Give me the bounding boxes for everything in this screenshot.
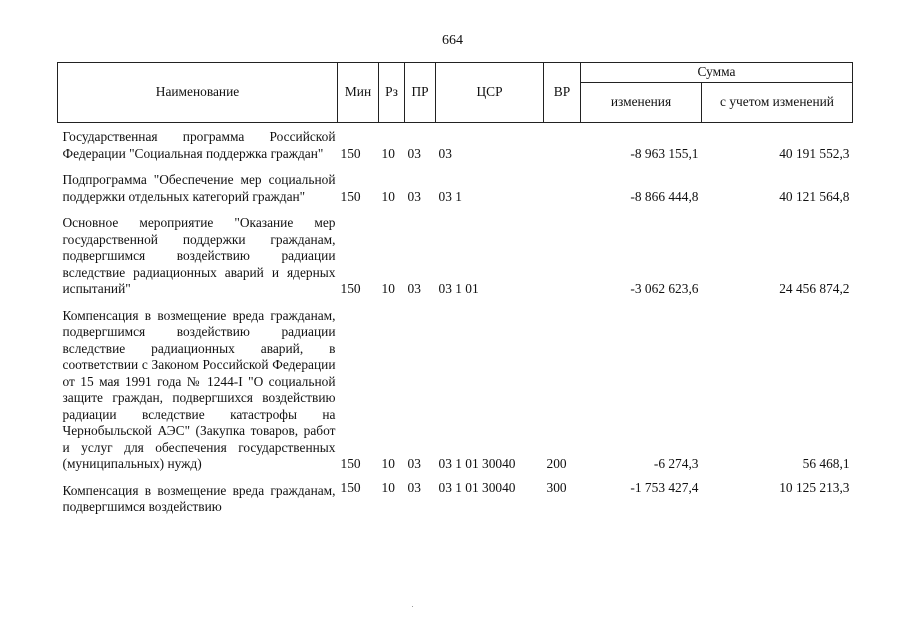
row-change: -6 274,3 — [653, 456, 699, 471]
table-header — [58, 63, 853, 123]
row-rz: 10 — [381, 145, 395, 161]
row-name: Подпрограмма "Обеспечение мер социальной поддержки отдельных категорий граждан" — [62, 172, 336, 204]
row-pr: 03 — [407, 281, 421, 296]
table-row — [58, 166, 853, 209]
header-csr: ЦСР — [436, 63, 544, 123]
header-name: Наименование — [58, 63, 338, 123]
scan-speck — [412, 606, 413, 607]
row-change: -8 866 444,8 — [630, 188, 699, 204]
row-csr: 03 1 01 30040 — [438, 479, 516, 495]
row-change: -3 062 623,6 — [630, 281, 699, 296]
row-rz: 10 — [381, 479, 395, 495]
table-row — [58, 302, 853, 477]
row-csr: 03 1 01 — [438, 281, 479, 296]
table-row — [58, 123, 853, 167]
row-pr: 03 — [407, 188, 421, 204]
header-change: изменения — [581, 83, 702, 123]
table-row — [58, 209, 853, 302]
row-vr — [544, 166, 581, 209]
row-name: Компенсация в возмещение вреда гражданам, подвергшимся воздействию — [62, 482, 336, 514]
row-vr: 300 — [546, 479, 567, 495]
table-row — [58, 477, 853, 521]
row-vr: 200 — [546, 456, 567, 471]
row-pr: 03 — [407, 456, 421, 471]
row-rz: 10 — [381, 281, 395, 296]
budget-table — [57, 62, 853, 521]
row-pr: 03 — [407, 145, 421, 161]
table-body — [58, 123, 853, 521]
row-min: 150 — [340, 479, 361, 495]
header-vr: ВР — [544, 63, 581, 123]
row-min: 150 — [340, 145, 361, 161]
row-csr: 03 1 01 30040 — [438, 456, 516, 471]
row-with-change: 56 468,1 — [802, 456, 850, 471]
row-csr: 03 — [438, 145, 452, 161]
row-with-change: 10 125 213,3 — [779, 479, 850, 495]
row-min: 150 — [340, 456, 361, 471]
row-rz: 10 — [381, 456, 395, 471]
row-with-change: 24 456 874,2 — [779, 281, 850, 296]
row-with-change: 40 121 564,8 — [779, 188, 850, 204]
header-with-change: с учетом изменений — [702, 83, 853, 123]
row-with-change: 40 191 552,3 — [779, 145, 850, 161]
row-name: Компенсация в возмещение вреда гражданам, подвергшимся воздействию радиации вследствие радиационных аварий, в соответствии с Законом Российской Федерации от 15 мая 1991 года № 1244-I "О социальной защите граждан, подвергшихся воздействию радиации вследствие катастрофы на Чернобыльской АЭС" (Закупка товаров, работ и услуг для обеспечения государственных (муниципальных) нужд) — [62, 307, 336, 471]
row-change: -8 963 155,1 — [630, 145, 699, 161]
row-min: 150 — [340, 188, 361, 204]
row-rz: 10 — [381, 188, 395, 204]
header-min: Мин — [338, 63, 379, 123]
row-change: -1 753 427,4 — [630, 479, 699, 495]
row-csr: 03 1 — [438, 188, 462, 204]
row-vr — [544, 123, 581, 167]
row-name: Государственная программа Российской Федерации "Социальная поддержка граждан" — [62, 129, 336, 161]
row-min: 150 — [340, 281, 361, 296]
header-rz: Рз — [379, 63, 405, 123]
page-number: 664 — [442, 33, 463, 48]
header-sum: Сумма — [581, 63, 853, 83]
row-pr: 03 — [407, 479, 421, 495]
header-pr: ПР — [405, 63, 436, 123]
row-vr — [544, 209, 581, 302]
row-name: Основное мероприятие "Оказание мер государственной поддержки гражданам, подвергшимся воздействию радиации вследствие радиационных аварий и ядерных испытаний" — [62, 215, 336, 296]
